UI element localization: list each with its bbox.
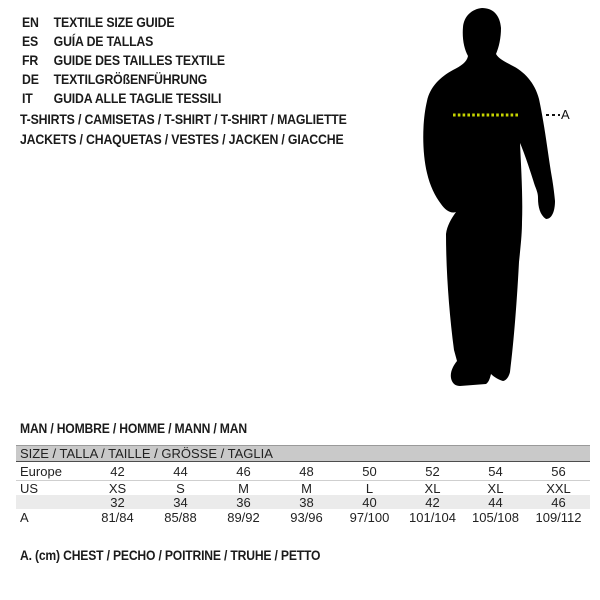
- language-label: TEXTILE SIZE GUIDE: [53, 14, 175, 30]
- language-code: ES: [22, 33, 39, 49]
- table-row-numeric: [16, 495, 590, 509]
- table-cell: XS: [108, 481, 127, 496]
- table-cell: 101/104: [409, 510, 456, 525]
- table-cell: XXL: [546, 481, 571, 496]
- category-line-jackets: JACKETS / CHAQUETAS / VESTES / JACKEN / GIACCHE: [20, 131, 344, 147]
- table-cell: 46: [551, 495, 566, 510]
- list-item: [22, 70, 225, 89]
- measurement-label-a: A: [561, 107, 570, 122]
- table-cell: 32: [110, 495, 125, 510]
- table-cell: M: [301, 481, 312, 496]
- measurement-footnote: A. (cm) CHEST / PECHO / POITRINE / TRUHE / PETTO: [20, 548, 321, 563]
- table-cell: 52: [425, 463, 440, 479]
- table-cell: 93/96: [290, 510, 323, 525]
- table-cell: S: [176, 481, 185, 496]
- list-item: [22, 13, 225, 32]
- category-line-tshirts: T-SHIRTS / CAMISETAS / T-SHIRT / T-SHIRT / MAGLIETTE: [20, 111, 347, 127]
- language-code: FR: [22, 52, 39, 68]
- table-row-chest-a: [16, 509, 590, 526]
- row-label: Europe: [20, 463, 62, 479]
- table-cell: 97/100: [349, 510, 390, 525]
- table-cell: 50: [362, 463, 377, 479]
- language-label: GUIDA ALLE TAGLIE TESSILI: [53, 90, 222, 106]
- table-cell: 44: [173, 463, 188, 479]
- table-cell: 105/108: [472, 510, 519, 525]
- language-code: DE: [22, 71, 39, 87]
- table-row-us: [16, 481, 590, 495]
- table-cell: 89/92: [227, 510, 260, 525]
- row-label: A: [20, 510, 29, 525]
- man-silhouette: [408, 0, 600, 390]
- language-label: TEXTILGRÖßENFÜHRUNG: [53, 71, 208, 87]
- table-cell: 42: [110, 463, 125, 479]
- table-cell: 46: [236, 463, 251, 479]
- table-cell: XL: [487, 481, 504, 496]
- language-code: EN: [22, 14, 39, 30]
- row-label: US: [20, 481, 39, 496]
- garment-categories: [20, 109, 347, 149]
- language-code: IT: [22, 90, 33, 106]
- language-label: GUÍA DE TALLAS: [53, 33, 154, 49]
- man-figure: [408, 0, 600, 390]
- list-item: [22, 51, 225, 70]
- language-guide-list: [22, 13, 225, 108]
- table-cell: 38: [299, 495, 314, 510]
- table-cell: 44: [488, 495, 503, 510]
- section-title-man: MAN / HOMBRE / HOMME / MANN / MAN: [20, 421, 247, 436]
- size-table-header: SIZE / TALLA / TAILLE / GRÖSSE / TAGLIA: [16, 446, 590, 462]
- table-row-europe: [16, 462, 590, 481]
- table-cell: XL: [424, 481, 441, 496]
- list-item: [22, 89, 225, 108]
- table-cell: 40: [362, 495, 377, 510]
- table-cell: 42: [425, 495, 440, 510]
- table-cell: L: [365, 481, 374, 496]
- table-cell: 109/112: [535, 510, 582, 525]
- table-cell: 36: [236, 495, 251, 510]
- language-label: GUIDE DES TAILLES TEXTILE: [53, 52, 225, 68]
- table-cell: M: [238, 481, 249, 496]
- table-cell: 54: [488, 463, 503, 479]
- list-item: [22, 32, 225, 51]
- table-cell: 81/84: [101, 510, 134, 525]
- table-cell: 48: [299, 463, 314, 479]
- table-cell: 56: [551, 463, 566, 479]
- table-cell: 34: [173, 495, 188, 510]
- size-table: [16, 445, 590, 526]
- table-cell: 85/88: [164, 510, 197, 525]
